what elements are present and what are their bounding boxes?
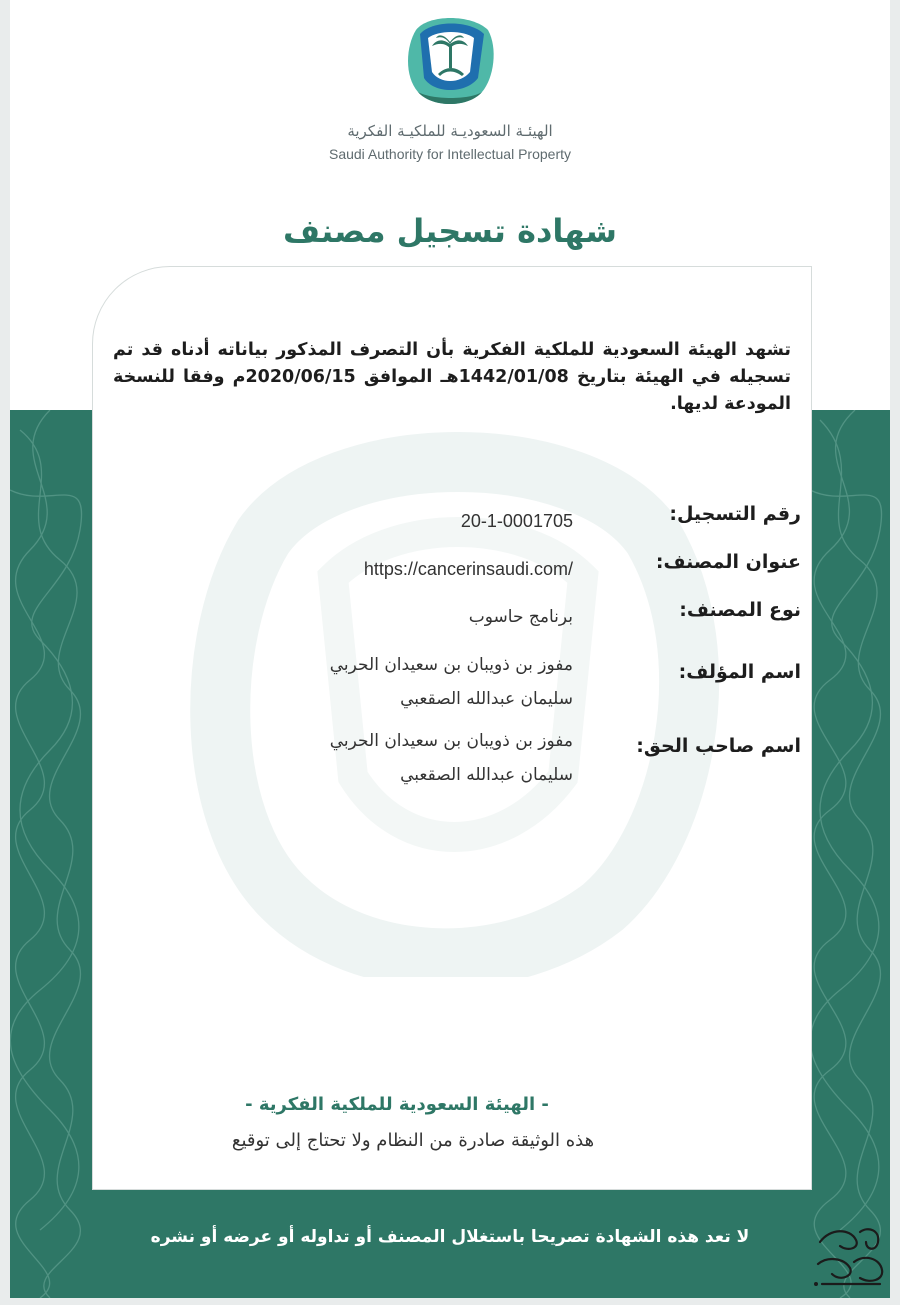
rights-holder-label: اسم صاحب الحق:: [636, 735, 801, 757]
org-name-arabic: الهيئـة السعوديـة للملكيـة الفكرية: [347, 122, 553, 140]
registration-number-value: 20-1-0001705: [460, 511, 573, 531]
footer-org-signature: - الهيئة السعودية للملكية الفكرية -: [245, 1094, 549, 1115]
work-type-label: نوع المصنف:: [679, 599, 801, 621]
certificate-title: شهادة تسجيل مصنف: [283, 212, 617, 250]
work-title-value: https://cancerinsaudi.com/: [363, 559, 573, 579]
author-label: اسم المؤلف:: [678, 661, 801, 683]
registration-number-label: رقم التسجيل:: [669, 503, 801, 525]
saip-logo: [398, 8, 502, 112]
author-value-line-1: مفوز بن ذويبان بن سعيدان الحربي: [329, 655, 573, 675]
author-value-line-2: سليمان عبدالله الصقعبي: [400, 689, 573, 709]
newspaper-stamp-logo: [810, 1222, 890, 1292]
footer-no-signature-note: هذه الوثيقة صادرة من النظام ولا تحتاج إلى توقيع: [231, 1130, 595, 1151]
work-type-value: برنامج حاسوب: [468, 607, 573, 627]
certificate-page: [10, 0, 890, 1298]
certificate-card: [92, 266, 812, 1190]
org-name-english: Saudi Authority for Intellectual Property: [328, 146, 572, 162]
work-title-label: عنوان المصنف:: [655, 551, 801, 573]
certificate-statement: تشهد الهيئة السعودية للملكية الفكرية بأن التصرف المذكور بياناته أدناه قد تم تسجيله في الهيئة بتاريخ 1442/01/08هـ الموافق 2020/06/15م وفقا للنسخة المودعة لديها.: [113, 340, 791, 414]
usage-disclaimer: لا تعد هذه الشهادة تصريحا باستغلال المصنف أو تداوله أو عرضه أو نشره: [150, 1227, 750, 1247]
palm-swords-emblem-icon: [398, 8, 502, 112]
rights-holder-value-line-2: سليمان عبدالله الصقعبي: [400, 765, 573, 785]
rights-holder-value-line-1: مفوز بن ذويبان بن سعيدان الحربي: [329, 731, 573, 751]
